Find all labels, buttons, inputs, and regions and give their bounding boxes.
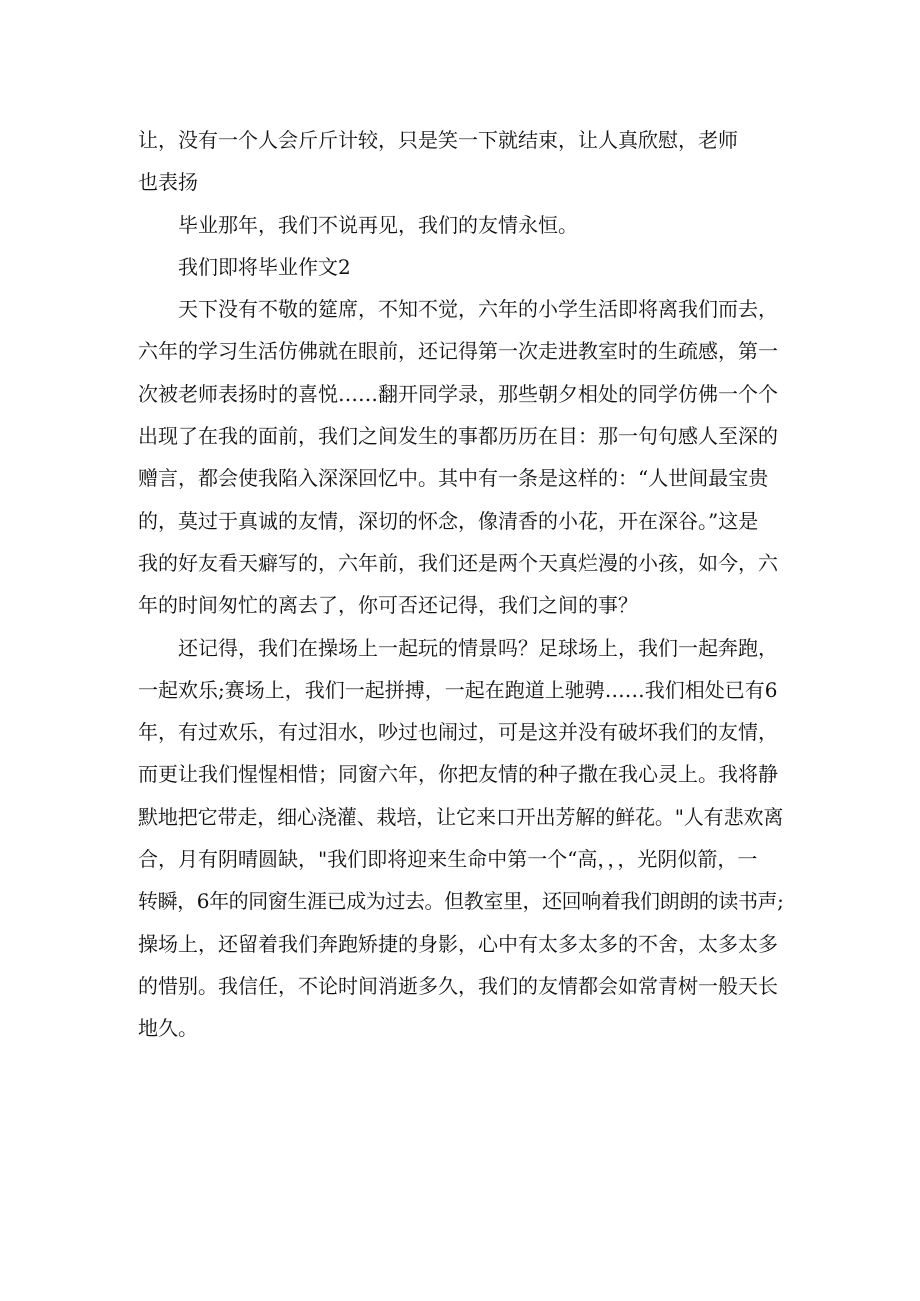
essay-heading bbox=[138, 246, 783, 288]
text-line: 六年的学习生活仿佛就在眼前，还记得第一次走进教室时的生疏感，第一 bbox=[138, 339, 778, 364]
text-line: 赠言，都会使我陷入深深回忆中。其中有一条是这样的：“人世间最宝贵 bbox=[138, 466, 769, 491]
text-line: 年，有过欢乐，有过泪水，吵过也闹过，可是这并没有破坏我们的友情， bbox=[138, 720, 778, 745]
text-line: 的，莫过于真诚的友情，深切的怀念，像清香的小花，开在深谷。”这是 bbox=[138, 508, 759, 533]
text-line: 我的好友看天癖写的，六年前，我们还是两个天真烂漫的小孩，如今，六 bbox=[138, 550, 778, 575]
text-line: 让，没有一个人会斤斤计较，只是笑一下就结束，让人真欣慰，老师 bbox=[138, 128, 738, 152]
text-line: 默地把它带走，细心浇灌、栽培，让它来口开出芳解的鲜花。"人有悲欢离 bbox=[138, 804, 784, 829]
text-line: 地久。 bbox=[138, 1016, 198, 1041]
text-line: 还记得，我们在操场上一起玩的情景吗？足球场上，我们一起奔跑， bbox=[178, 635, 778, 660]
document-body bbox=[138, 119, 783, 1050]
text-line: 转瞬，6年的同窗生涯已成为过去。但教室里，还回响着我们朗朗的读书声; bbox=[138, 889, 784, 914]
text-line: 操场上，还留着我们奔跑矫捷的身影，心中有太多太多的不舍，太多太多 bbox=[138, 931, 778, 956]
heading-text: 我们即将毕业作文2 bbox=[178, 254, 351, 279]
text-line: 的惜别。我信任，不论时间消逝多久，我们的友情都会如常青树一般天长 bbox=[138, 973, 778, 998]
paragraph-memories bbox=[138, 288, 783, 626]
text-line: 次被老师表扬时的喜悦……翻开同学录，那些朝夕相处的同学仿佛一个个 bbox=[138, 381, 778, 406]
text-line: 一起欢乐;赛场上，我们一起拼搏，一起在跑道上驰骋……我们相处已有6 bbox=[138, 677, 778, 702]
text-line: 也表扬 bbox=[138, 170, 198, 195]
text-line: 天下没有不敬的筵席，不知不觉，六年的小学生活即将离我们而去， bbox=[178, 297, 778, 322]
text-line: 而更让我们惺惺相惜；同窗六年，你把友情的种子撒在我心灵上。我将静 bbox=[138, 762, 778, 787]
paragraph-continued bbox=[138, 119, 783, 204]
text-line: 合，月有阴晴圆缺，"我们即将迎来生命中第一个“高，，，光阴似箭，一 bbox=[138, 847, 758, 872]
text-line: 年的时间匆忙的离去了，你可否还记得，我们之间的事？ bbox=[138, 593, 638, 618]
text-line: 毕业那年，我们不说再见，我们的友情永恒。 bbox=[178, 212, 578, 237]
paragraph-playground bbox=[138, 627, 783, 1050]
text-line: 出现了在我的面前，我们之间发生的事都历历在目：那一句句感人至深的 bbox=[138, 424, 778, 449]
paragraph-farewell bbox=[138, 204, 783, 246]
